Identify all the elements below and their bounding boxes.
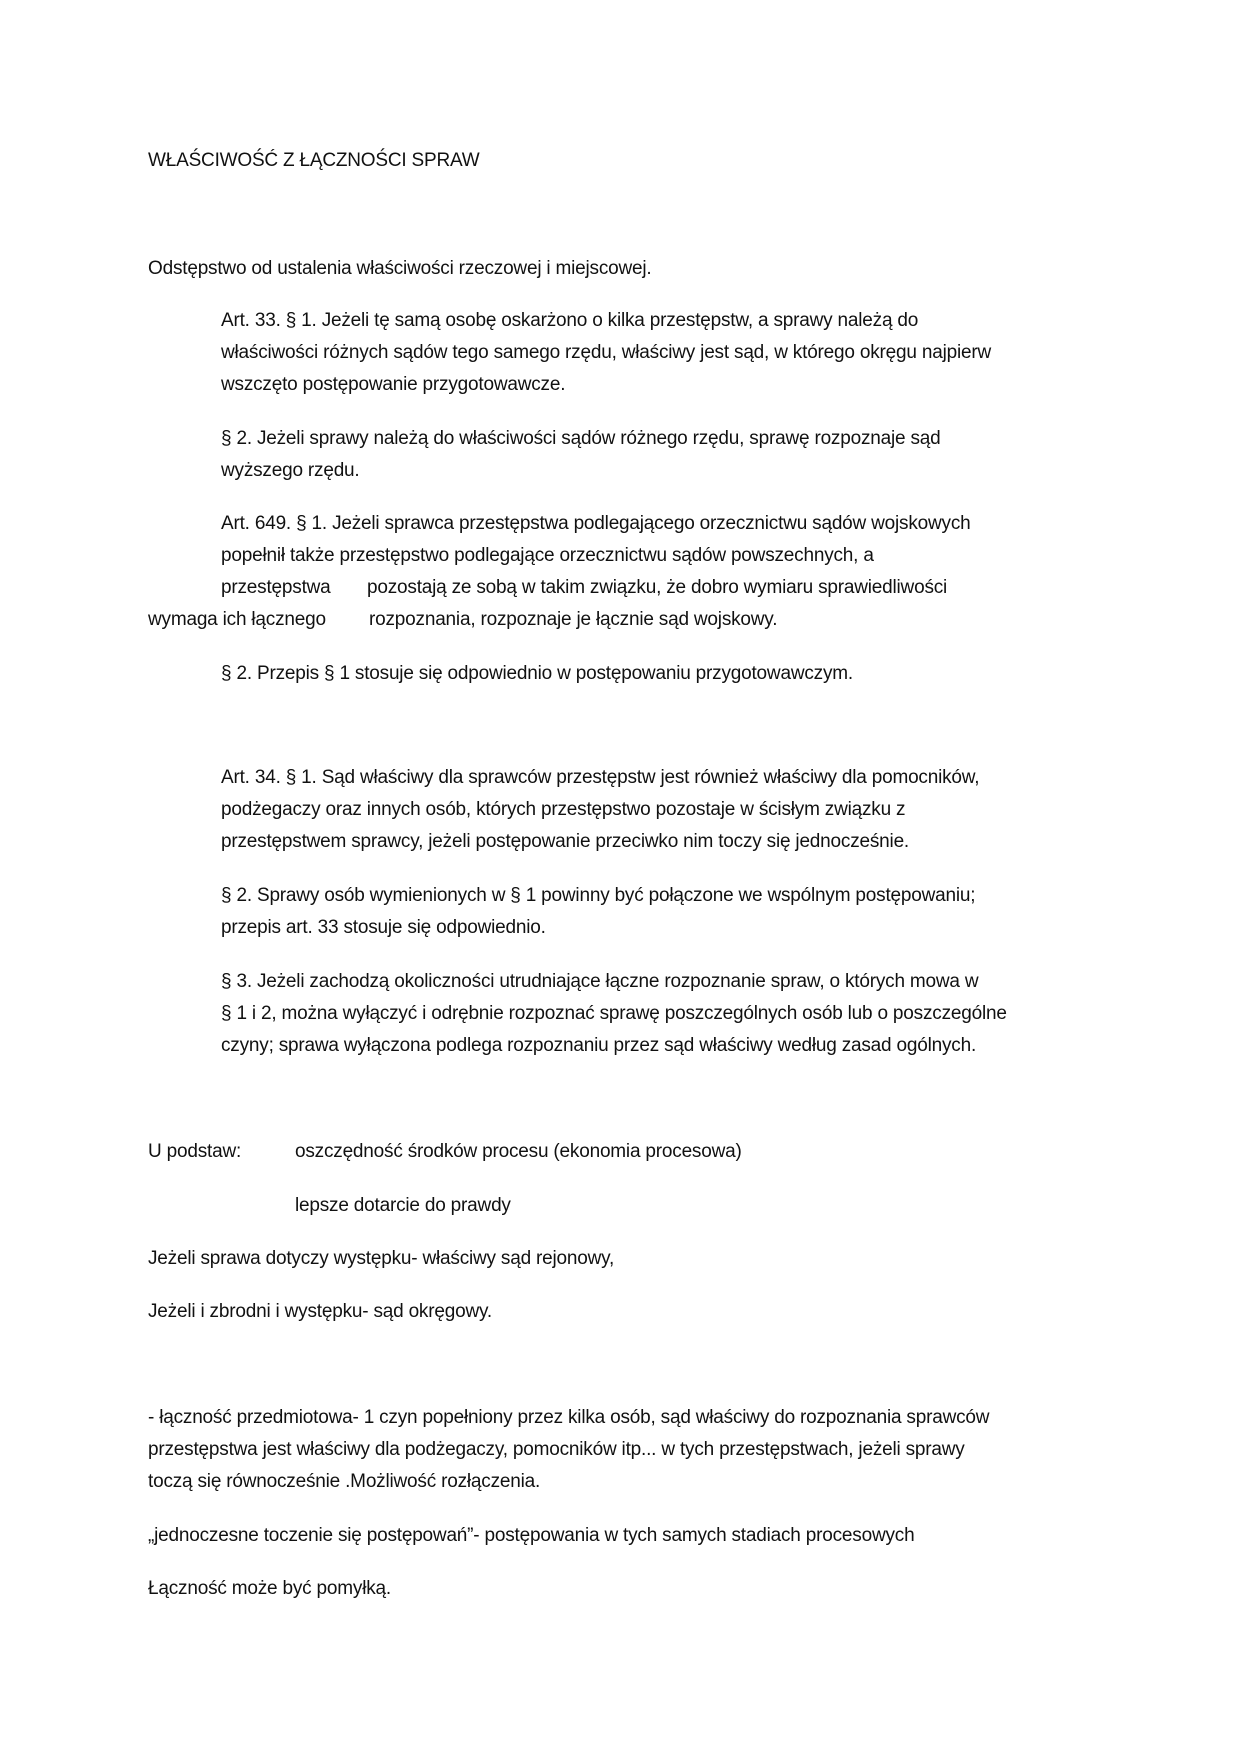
basis-item-1: oszczędność środków procesu (ekonomia procesowa) <box>295 1141 742 1162</box>
art649-p1-line1: Art. 649. § 1. Jeżeli sprawca przestępstwa podlegającego orzecznictwu sądów wojskowych <box>221 513 971 534</box>
art34-p3-line1: § 3. Jeżeli zachodzą okoliczności utrudniające łączne rozpoznanie spraw, o których mowa w <box>221 971 979 992</box>
basis-item-2: lepsze dotarcie do prawdy <box>295 1195 511 1216</box>
rule-1: Jeżeli sprawa dotyczy występku- właściwy sąd rejonowy, <box>148 1248 615 1269</box>
art649-p1-line4b: rozpoznania, rozpoznaje je łącznie sąd wojskowy. <box>369 609 778 630</box>
art34-p2-line2: przepis art. 33 stosuje się odpowiednio. <box>221 917 546 938</box>
art649-p1-line3b: pozostają ze sobą w takim związku, że dobro wymiaru sprawiedliwości <box>367 577 948 598</box>
mistake-note: Łączność może być pomyłką. <box>148 1578 391 1599</box>
intro-text: Odstępstwo od ustalenia właściwości rzeczowej i miejscowej. <box>148 258 652 279</box>
objective-line3: toczą się równocześnie .Możliwość rozłączenia. <box>148 1471 541 1492</box>
rule-2: Jeżeli i zbrodni i występku- sąd okręgowy. <box>148 1301 492 1322</box>
art34-p3-line2: § 1 i 2, można wyłączyć i odrębnie rozpoznać sprawę poszczególnych osób lub o poszczególne <box>221 1003 1007 1024</box>
art649-p1-line2: popełnił także przestępstwo podlegające orzecznictwu sądów powszechnych, a <box>221 545 874 566</box>
document-title: WŁAŚCIWOŚĆ Z ŁĄCZNOŚCI SPRAW <box>148 150 480 171</box>
art34-p1-line2: podżegaczy oraz innych osób, których przestępstwo pozostaje w ścisłym związku z <box>221 799 906 820</box>
art34-p3-line3: czyny; sprawa wyłączona podlega rozpoznaniu przez sąd właściwy według zasad ogólnych. <box>221 1035 977 1056</box>
objective-line1: - łączność przedmiotowa- 1 czyn popełniony przez kilka osób, sąd właściwy do rozpoznania sprawców <box>148 1407 990 1428</box>
art33-p1-line2: właściwości różnych sądów tego samego rzędu, właściwy jest sąd, w którego okręgu najpierw <box>221 342 991 363</box>
objective-line2: przestępstwa jest właściwy dla podżegaczy, pomocników itp... w tych przestępstwach, jeżeli sprawy <box>148 1439 965 1460</box>
art33-p2-line1: § 2. Jeżeli sprawy należą do właściwości sądów różnego rzędu, sprawę rozpoznaje sąd <box>221 428 941 449</box>
art34-p2-line1: § 2. Sprawy osób wymienionych w § 1 powinny być połączone we wspólnym postępowaniu; <box>221 885 976 906</box>
art34-p1-line1: Art. 34. § 1. Sąd właściwy dla sprawców przestępstw jest również właściwy dla pomocników, <box>221 767 980 788</box>
basis-label: U podstaw: <box>148 1141 242 1162</box>
art33-p1-line1: Art. 33. § 1. Jeżeli tę samą osobę oskarżono o kilka przestępstw, a sprawy należą do <box>221 310 919 331</box>
art649-p1-line4a: wymaga ich łącznego <box>148 609 326 630</box>
art33-p2-line2: wyższego rzędu. <box>221 460 360 481</box>
art33-p1-line3: wszczęto postępowanie przygotowawcze. <box>221 374 566 395</box>
art649-p2: § 2. Przepis § 1 stosuje się odpowiednio w postępowaniu przygotowawczym. <box>221 663 853 684</box>
simultaneous-note: „jednoczesne toczenie się postępowań”- postępowania w tych samych stadiach procesowych <box>148 1525 915 1546</box>
art34-p1-line3: przestępstwem sprawcy, jeżeli postępowanie przeciwko nim toczy się jednocześnie. <box>221 831 910 852</box>
art649-p1-line3a: przestępstwa <box>221 577 331 598</box>
